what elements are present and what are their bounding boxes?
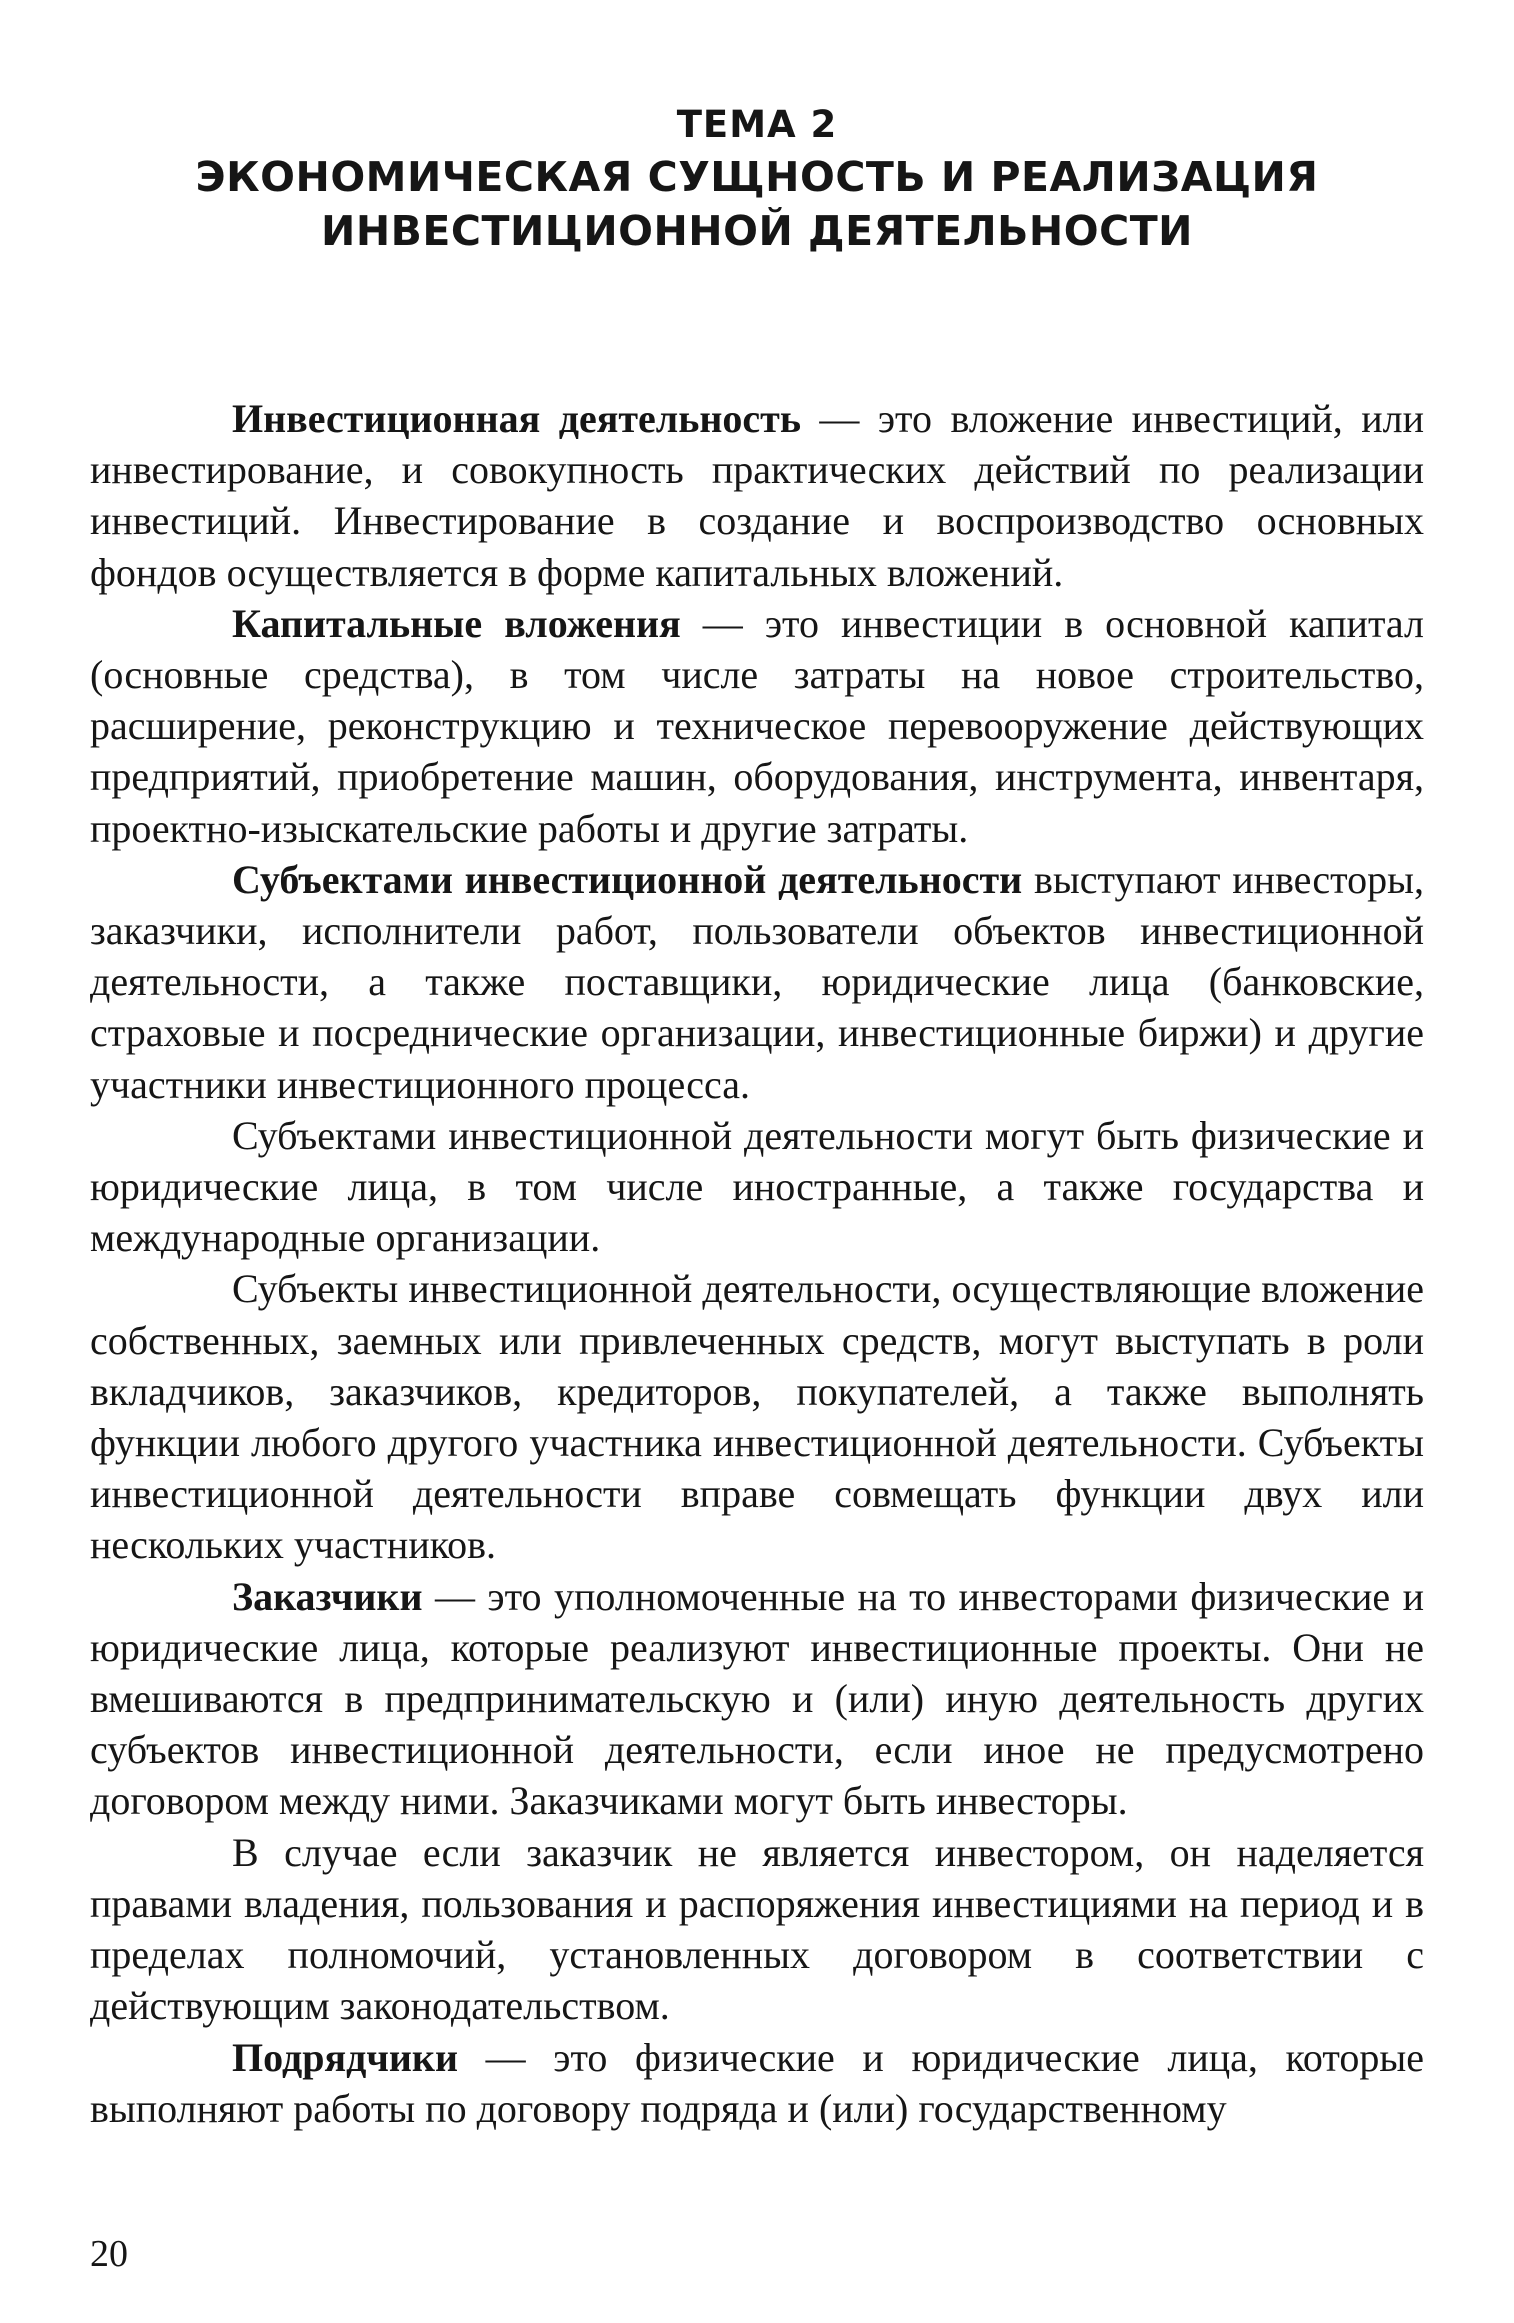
paragraph-text: — это уполномоченные на то инвесторами физические и юридические лица, которые реализуют инвестиционные проекты. Они не вмешиваются в предпринимательскую и (или) иную деятельность других субъектов инвестиционной деятельности, если иное не предусмотрено договором между ними. Заказчиками могут быть инвесторы. <box>90 1573 1424 1824</box>
paragraph-subjects <box>90 854 1424 1110</box>
paragraph-text: — это физические и юридические лица, которые выполняют работы по договору подряда и (или) государственному <box>90 2034 1424 2131</box>
topic-label: ТЕМА 2 <box>676 103 838 146</box>
paragraph-text: — это вложение инвестиций, или инвестирование, и совокупность практических действий по реализации инвестиций. Инвестирование в создание и воспроизводство основных фондов осуществляется в форме капитальных вложений. <box>90 396 1424 595</box>
paragraph-contractors <box>90 2032 1424 2134</box>
term-customers: Заказчики <box>232 1573 423 1619</box>
term-subjects: Субъектами инвестиционной деятельности <box>232 856 1023 902</box>
body-text <box>90 393 1424 2134</box>
paragraph-text: — это инвестиции в основной капитал (основные средства), в том числе затраты на новое строительство, расширение, реконструкцию и техническое перевооружение действующих предприятий, приобретение машин, оборудования, инструмента, инвентаря, проектно-изыскательские работы и другие затраты. <box>90 600 1425 851</box>
paragraph-subjects-roles <box>90 1263 1424 1570</box>
term-investment-activity: Инвестиционная деятельность <box>232 396 801 441</box>
chapter-title-line-2: ИНВЕСТИЦИОННОЙ ДЕЯТЕЛЬНОСТИ <box>321 207 1193 255</box>
chapter-title-line-1: ЭКОНОМИЧЕСКАЯ СУЩНОСТЬ И РЕАЛИЗАЦИЯ <box>195 153 1319 201</box>
paragraph-text: В случае если заказчик не является инвестором, он наделяется правами владения, пользования и распоряжения инвестициями на период и в пределах полномочий, установленных договором в соответствии с действующим законодательством. <box>90 1829 1424 2029</box>
paragraph-customer-rights <box>90 1827 1424 2032</box>
paragraph-text: выступают инвесторы, заказчики, исполнители работ, пользователи объектов инвестиционной деятельности, а также поставщики, юридические лица (банковские, страховые и посреднические организации, инвестиционные биржи) и другие участники инвестиционного процесса. <box>90 856 1424 1107</box>
paragraph-text: Субъекты инвестиционной деятельности, осуществляющие вложение собственных, заемных или привлеченных средств, могут выступать в роли вкладчиков, заказчиков, кредиторов, покупателей, а также выполнять функции любого другого участника инвестиционной деятельности. Субъекты инвестиционной деятельности вправе совмещать функции двух или нескольких участников. <box>90 1266 1424 1568</box>
term-capital-investments: Капитальные вложения <box>232 600 681 646</box>
paragraph-customers <box>90 1571 1424 1827</box>
term-contractors: Подрядчики <box>232 2034 459 2080</box>
paragraph-subjects-persons <box>90 1110 1424 1264</box>
paragraph-capital-investments <box>90 598 1424 854</box>
page-number: 20 <box>90 2233 128 2275</box>
paragraph-investment-activity <box>90 393 1424 598</box>
chapter-heading <box>90 100 1424 258</box>
paragraph-text: Субъектами инвестиционной деятельности могут быть физические и юридические лица, в том числе иностранные, а также государства и международные организации. <box>90 1112 1424 1261</box>
